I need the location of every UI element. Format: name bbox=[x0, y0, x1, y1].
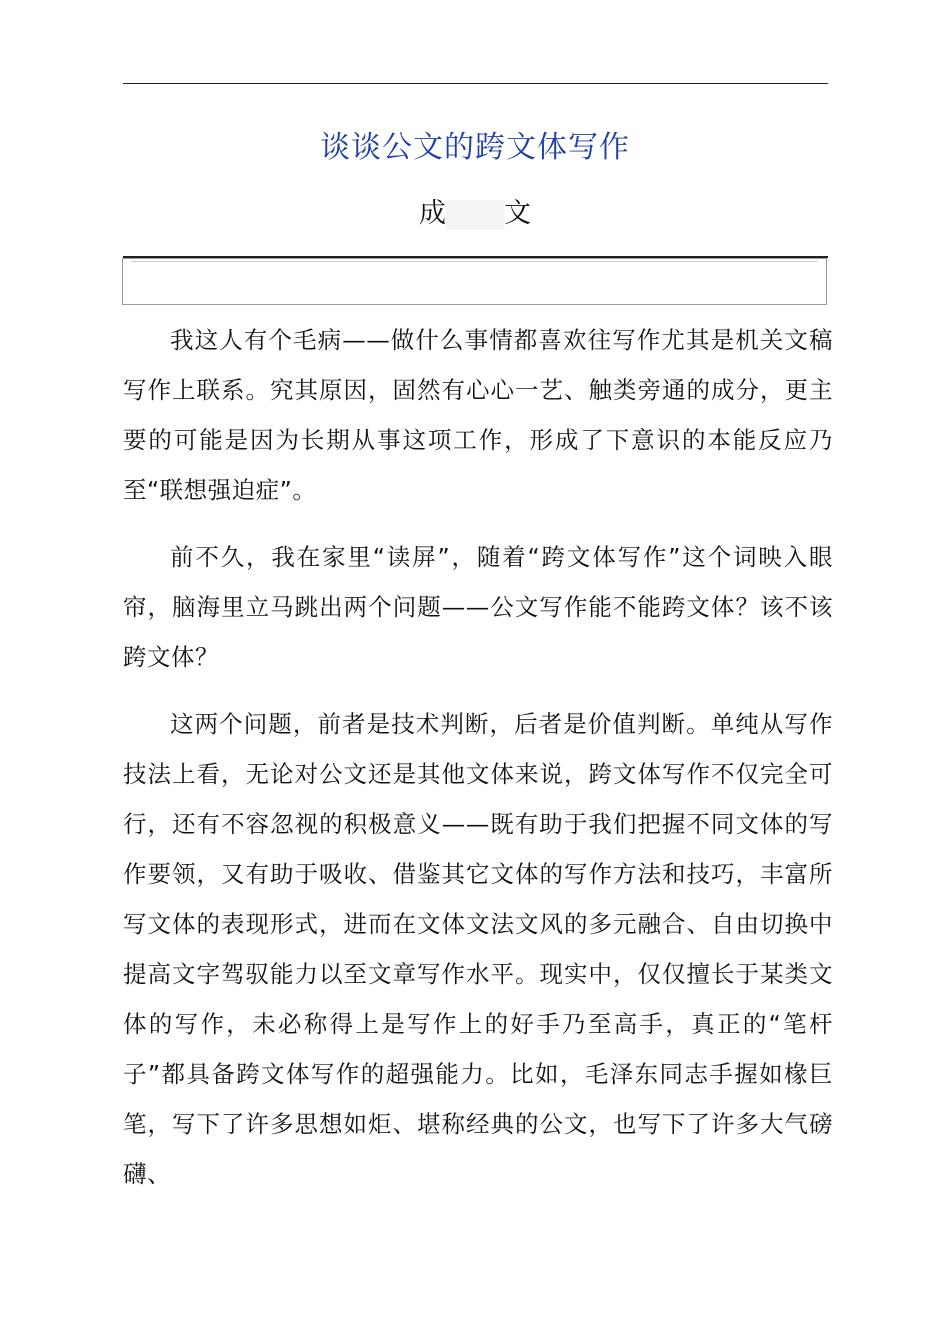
paragraph-2: 前不久，我在家里“读屏”，随着“跨文体写作”这个词映入眼帘，脑海里立马跳出两个问题——公文写作能不能跨文体？该不该跨文体？ bbox=[123, 543, 833, 671]
paragraph-1: 我这人有个毛病——做什么事情都喜欢往写作尤其是机关文稿写作上联系。究其原因，固然有心心一艺、触类旁通的成分，更主要的可能是因为长期从事这项工作，形成了下意识的本能反应乃至“联想强迫症”。 bbox=[123, 326, 833, 504]
header-rule bbox=[123, 83, 828, 84]
abstract-box bbox=[122, 258, 827, 305]
author-first-char: 成 bbox=[419, 198, 446, 229]
abstract-inner-line bbox=[131, 261, 818, 262]
author-last-char: 文 bbox=[504, 198, 531, 229]
author-line bbox=[0, 196, 950, 232]
paragraph-3: 这两个问题，前者是技术判断，后者是价值判断。单纯从写作技法上看，无论对公文还是其他文体来说，跨文体写作不仅完全可行，还有不容忽视的积极意义——既有助于我们把握不同文体的写作要领，又有助于吸收、借鉴其它文体的写作方法和技巧，丰富所写文体的表现形式，进而在文体文法文风的多元融合、自由切换中提高文字驾驭能力以至文章写作水平。现实中，仅仅擅长于某类文体的写作，未必称得上是写作上的好手乃至高手，真正的“笔杆子”都具备跨文体写作的超强能力。比如，毛泽东同志手握如椽巨笔，写下了许多思想如炬、堪称经典的公文，也写下了许多大气磅礴、 bbox=[123, 710, 833, 1188]
body-text bbox=[123, 315, 833, 1216]
document-title: 谈谈公文的跨文体写作 bbox=[320, 130, 630, 165]
author-gap bbox=[446, 200, 504, 230]
